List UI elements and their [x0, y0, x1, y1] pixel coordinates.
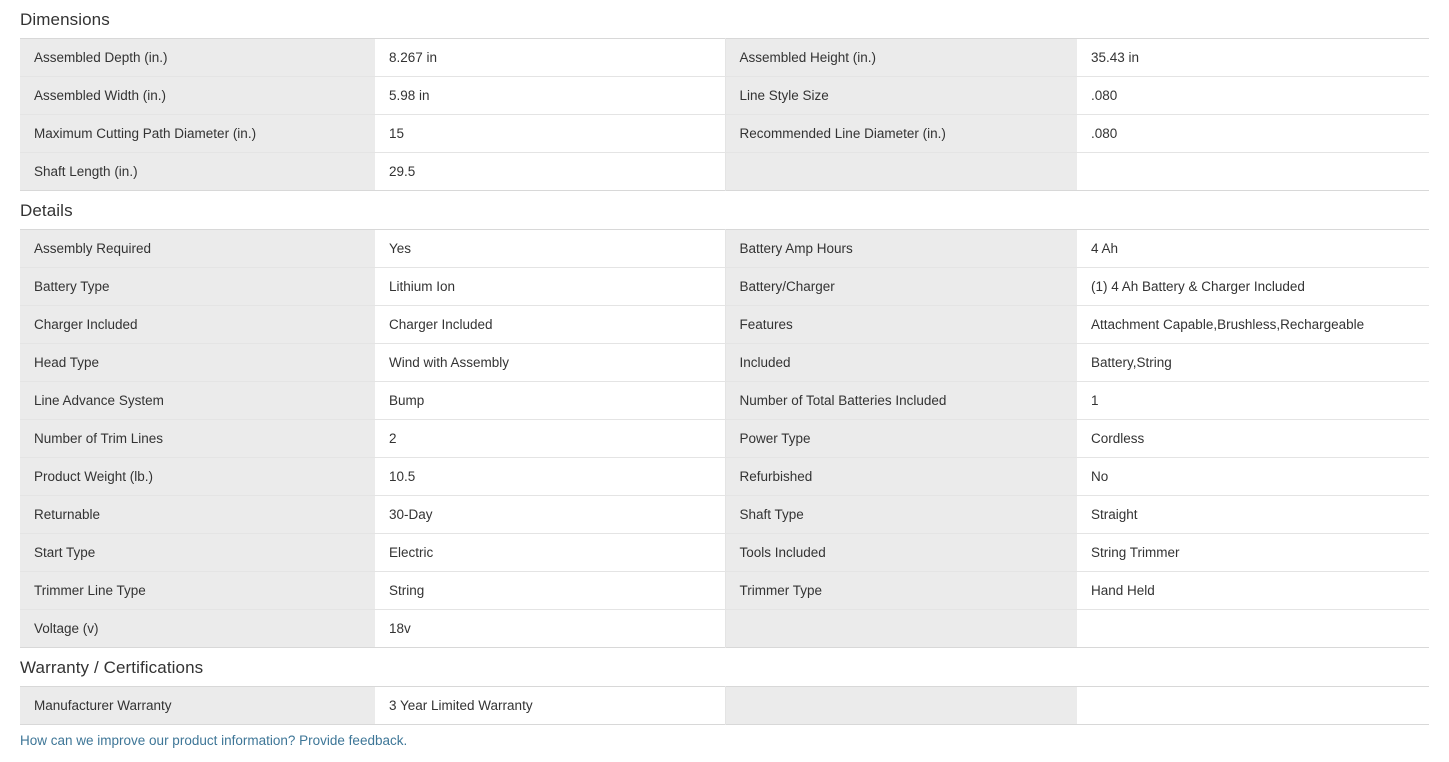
table-row — [20, 496, 1429, 534]
spec-label: Recommended Line Diameter (in.) — [725, 115, 1077, 153]
spec-value: 15 — [375, 115, 725, 153]
spec-value-empty — [1077, 610, 1429, 648]
spec-label: Battery Type — [20, 268, 375, 306]
spec-value: 8.267 in — [375, 39, 725, 77]
spec-label: Shaft Type — [725, 496, 1077, 534]
feedback-text: How can we improve our product information? — [20, 733, 296, 748]
spec-label: Trimmer Type — [725, 572, 1077, 610]
spec-label: Line Advance System — [20, 382, 375, 420]
spec-label: Included — [725, 344, 1077, 382]
dimensions-table — [20, 38, 1429, 191]
table-row — [20, 306, 1429, 344]
spec-value: 2 — [375, 420, 725, 458]
spec-value: Charger Included — [375, 306, 725, 344]
table-row — [20, 572, 1429, 610]
spec-label: Battery Amp Hours — [725, 230, 1077, 268]
table-row — [20, 153, 1429, 191]
section-title-warranty: Warranty / Certifications — [20, 658, 204, 677]
table-row — [20, 610, 1429, 648]
section-title-dimensions: Dimensions — [20, 10, 110, 29]
table-row — [20, 77, 1429, 115]
table-row — [20, 344, 1429, 382]
table-row — [20, 534, 1429, 572]
spec-label: Battery/Charger — [725, 268, 1077, 306]
spec-value: 35.43 in — [1077, 39, 1429, 77]
spec-label: Shaft Length (in.) — [20, 153, 375, 191]
spec-value: Cordless — [1077, 420, 1429, 458]
spec-value: Wind with Assembly — [375, 344, 725, 382]
spec-value: 3 Year Limited Warranty — [375, 687, 725, 725]
table-row — [20, 420, 1429, 458]
spec-value: 4 Ah — [1077, 230, 1429, 268]
table-row — [20, 268, 1429, 306]
spec-value: String — [375, 572, 725, 610]
spec-value-empty — [1077, 153, 1429, 191]
spec-value: 30-Day — [375, 496, 725, 534]
spec-value: Attachment Capable,Brushless,Rechargeable — [1077, 306, 1429, 344]
spec-label: Trimmer Line Type — [20, 572, 375, 610]
spec-label: Manufacturer Warranty — [20, 687, 375, 725]
spec-value: .080 — [1077, 77, 1429, 115]
spec-value: 29.5 — [375, 153, 725, 191]
spec-label: Line Style Size — [725, 77, 1077, 115]
table-row — [20, 458, 1429, 496]
spec-label: Number of Trim Lines — [20, 420, 375, 458]
spec-label: Refurbished — [725, 458, 1077, 496]
spec-label: Tools Included — [725, 534, 1077, 572]
feedback-prompt — [20, 733, 1429, 748]
spec-value: Hand Held — [1077, 572, 1429, 610]
spec-label: Assembled Width (in.) — [20, 77, 375, 115]
spec-label: Product Weight (lb.) — [20, 458, 375, 496]
provide-feedback-link[interactable]: Provide feedback. — [299, 733, 408, 748]
spec-label: Assembled Depth (in.) — [20, 39, 375, 77]
spec-label: Head Type — [20, 344, 375, 382]
table-row — [20, 687, 1429, 725]
details-table — [20, 229, 1429, 648]
spec-label: Returnable — [20, 496, 375, 534]
table-row — [20, 39, 1429, 77]
spec-value: 5.98 in — [375, 77, 725, 115]
spec-value: Yes — [375, 230, 725, 268]
table-row — [20, 230, 1429, 268]
spec-value: (1) 4 Ah Battery & Charger Included — [1077, 268, 1429, 306]
table-row — [20, 382, 1429, 420]
spec-label: Start Type — [20, 534, 375, 572]
spec-label-empty — [725, 610, 1077, 648]
spec-value: 1 — [1077, 382, 1429, 420]
spec-label: Voltage (v) — [20, 610, 375, 648]
spec-label: Number of Total Batteries Included — [725, 382, 1077, 420]
warranty-table — [20, 686, 1429, 725]
spec-label: Features — [725, 306, 1077, 344]
spec-label: Power Type — [725, 420, 1077, 458]
spec-value: Straight — [1077, 496, 1429, 534]
spec-value: 10.5 — [375, 458, 725, 496]
spec-value: .080 — [1077, 115, 1429, 153]
spec-label-empty — [725, 153, 1077, 191]
table-row — [20, 115, 1429, 153]
spec-value: String Trimmer — [1077, 534, 1429, 572]
spec-label-empty — [725, 687, 1077, 725]
spec-value: Battery,String — [1077, 344, 1429, 382]
spec-label: Assembled Height (in.) — [725, 39, 1077, 77]
section-title-details: Details — [20, 201, 73, 220]
spec-label: Assembly Required — [20, 230, 375, 268]
spec-value: No — [1077, 458, 1429, 496]
spec-value-empty — [1077, 687, 1429, 725]
spec-value: 18v — [375, 610, 725, 648]
spec-label: Maximum Cutting Path Diameter (in.) — [20, 115, 375, 153]
spec-value: Electric — [375, 534, 725, 572]
spec-value: Bump — [375, 382, 725, 420]
spec-value: Lithium Ion — [375, 268, 725, 306]
spec-label: Charger Included — [20, 306, 375, 344]
